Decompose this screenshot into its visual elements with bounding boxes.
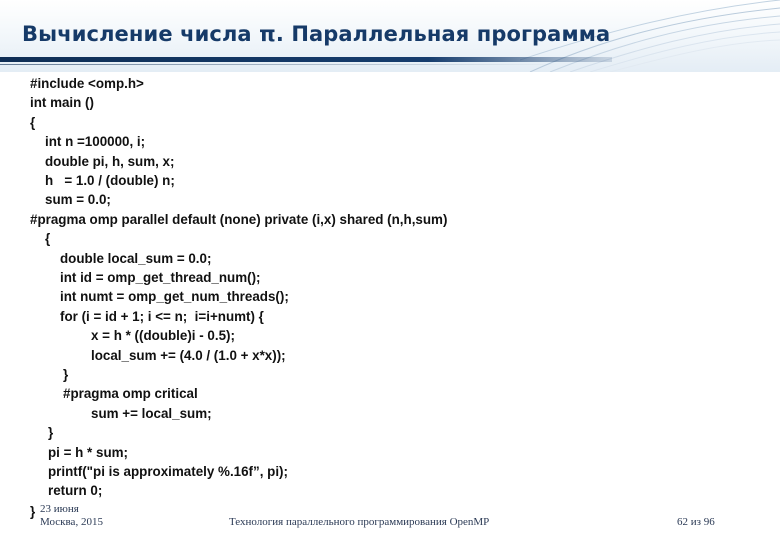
code-line: int id = omp_get_thread_num(); <box>60 270 261 285</box>
footer-course: Технология параллельного программирования OpenMP <box>229 516 490 528</box>
code-line: return 0; <box>48 483 103 499</box>
code-line: #pragma omp parallel default (none) private (i,x) shared (n,h,sum) <box>30 211 448 227</box>
code-line: int main () <box>30 95 94 111</box>
title-band <box>0 0 780 72</box>
code-line: { <box>30 114 36 130</box>
code-line: double pi, h, sum, x; <box>45 153 175 169</box>
code-line: } <box>63 367 69 382</box>
code-line: { <box>45 231 51 247</box>
code-line: #pragma omp critical <box>63 386 198 402</box>
title-underline <box>0 57 612 62</box>
code-line: x = h * ((double)i - 0.5); <box>91 328 235 344</box>
code-line: pi = h * sum; <box>48 444 128 460</box>
code-line: double local_sum = 0.0; <box>60 250 212 266</box>
footer-place: Москва, 2015 <box>40 516 103 528</box>
code-line: int n =100000, i; <box>45 134 146 150</box>
title-underline-thin <box>0 64 560 65</box>
code-line: #include <omp.h> <box>30 76 144 91</box>
code-line: for (i = id + 1; i <= n; i=i+numt) { <box>60 308 264 324</box>
code-line: } <box>30 504 36 519</box>
code-line: printf("pi is approximately %.16f”, pi); <box>48 464 288 479</box>
code-line: local_sum += (4.0 / (1.0 + x*x)); <box>91 347 286 363</box>
footer-date: 23 июня <box>40 503 79 515</box>
slide-title: Вычисление числа π. Параллельная программа <box>22 22 611 46</box>
code-line: h = 1.0 / (double) n; <box>45 173 175 188</box>
code-line: } <box>48 425 54 441</box>
code-line: sum = 0.0; <box>45 192 111 208</box>
code-line: sum += local_sum; <box>91 405 212 421</box>
footer-page-number: 62 из 96 <box>677 516 715 528</box>
code-line: int numt = omp_get_num_threads(); <box>60 289 289 305</box>
